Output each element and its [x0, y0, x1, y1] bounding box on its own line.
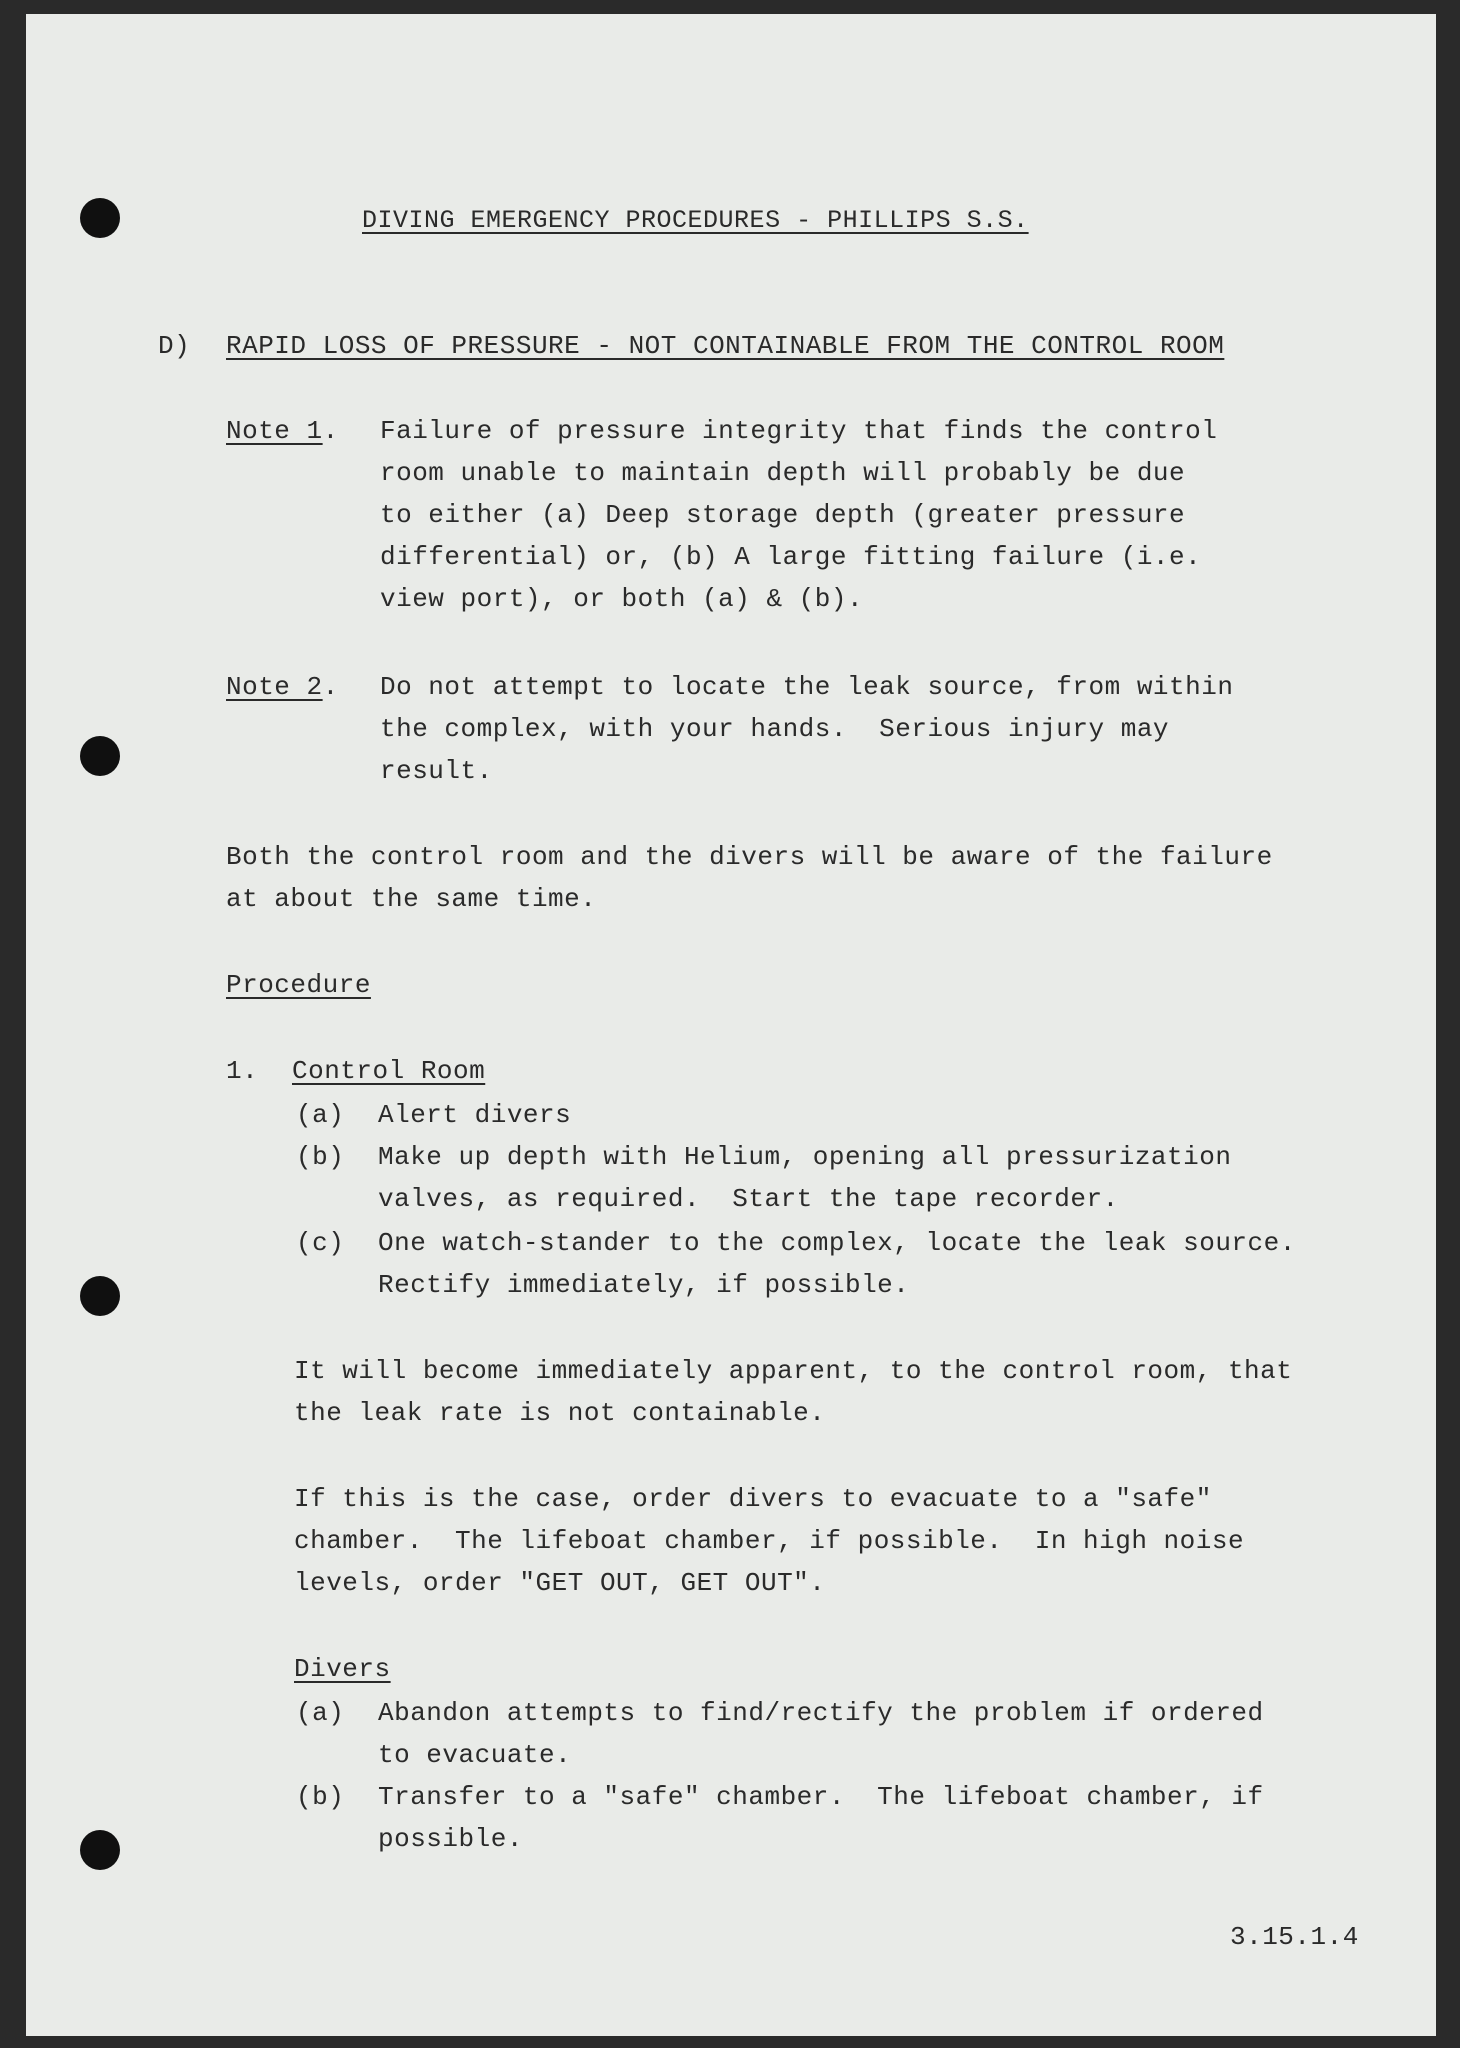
step-heading: Control Room [292, 1056, 486, 1086]
item-label: (c) [296, 1228, 345, 1258]
note-1-label-text: Note 1 [226, 416, 323, 446]
section-label: D) [158, 331, 191, 361]
punch-hole [80, 1276, 120, 1316]
paragraph-line: It will become immediately apparent, to the control room, that [294, 1356, 1293, 1386]
item-line: to evacuate. [378, 1740, 572, 1770]
item-line: Transfer to a "safe" chamber. The lifeboat chamber, if [378, 1782, 1264, 1812]
item-line: Abandon attempts to find/rectify the problem if ordered [378, 1698, 1264, 1728]
paragraph-line: the leak rate is not containable. [294, 1398, 826, 1428]
item-line: possible. [378, 1824, 523, 1854]
note-2-label-text: Note 2 [226, 672, 323, 702]
divers-heading: Divers [294, 1654, 391, 1684]
item-line: Rectify immediately, if possible. [378, 1270, 910, 1300]
item-label: (b) [296, 1782, 345, 1812]
note-2-line: Do not attempt to locate the leak source, from within [380, 672, 1234, 702]
note-2-line: the complex, with your hands. Serious injury may [380, 714, 1170, 744]
item-label: (b) [296, 1142, 345, 1172]
section-heading: RAPID LOSS OF PRESSURE - NOT CONTAINABLE FROM THE CONTROL ROOM [226, 331, 1225, 361]
item-line: Alert divers [378, 1100, 572, 1130]
procedure-heading: Procedure [226, 970, 371, 1000]
note-2-label: Note 2. [226, 672, 339, 702]
paragraph-line: If this is the case, order divers to evacuate to a "safe" [294, 1484, 1212, 1514]
item-line: Make up depth with Helium, opening all pressurization [378, 1142, 1232, 1172]
document-page [26, 14, 1436, 2036]
page-number: 3.15.1.4 [1230, 1922, 1359, 1952]
note-1-line: Failure of pressure integrity that finds the control [380, 416, 1218, 446]
punch-hole [80, 198, 120, 238]
note-1-label: Note 1. [226, 416, 339, 446]
note-1-line: view port), or both (a) & (b). [380, 584, 864, 614]
item-line: One watch-stander to the complex, locate the leak source. [378, 1228, 1296, 1258]
note-1-line: to either (a) Deep storage depth (greater pressure [380, 500, 1186, 530]
document-title: DIVING EMERGENCY PROCEDURES - PHILLIPS S.S. [362, 206, 1029, 235]
paragraph-line: chamber. The lifeboat chamber, if possible. In high noise [294, 1526, 1245, 1556]
note-1-line: room unable to maintain depth will probably be due [380, 458, 1186, 488]
punch-hole [80, 736, 120, 776]
note-1-line: differential) or, (b) A large fitting failure (i.e. [380, 542, 1202, 572]
punch-hole [80, 1830, 120, 1870]
step-number: 1. [226, 1056, 259, 1086]
note-2-line: result. [380, 756, 493, 786]
item-label: (a) [296, 1698, 345, 1728]
paragraph-line: levels, order "GET OUT, GET OUT". [294, 1568, 826, 1598]
item-line: valves, as required. Start the tape recorder. [378, 1184, 1119, 1214]
intro-line: at about the same time. [226, 884, 597, 914]
item-label: (a) [296, 1100, 345, 1130]
intro-line: Both the control room and the divers will be aware of the failure [226, 842, 1273, 872]
